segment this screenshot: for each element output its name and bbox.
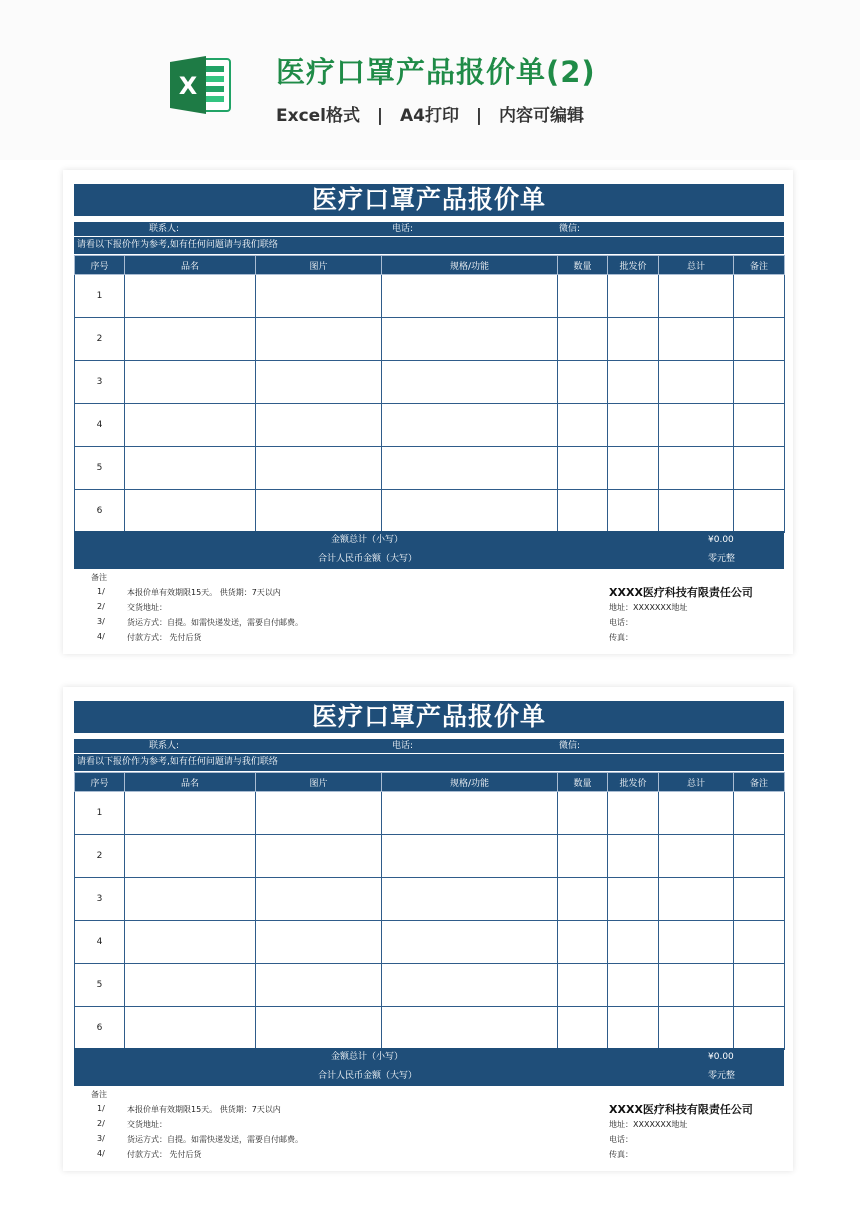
table-cell[interactable] [125, 275, 256, 318]
table-cell[interactable] [256, 964, 382, 1007]
table-cell[interactable] [256, 490, 382, 533]
row-number-cell[interactable]: 5 [75, 964, 125, 1007]
quote-sheet-2 [63, 687, 793, 1171]
table-cell[interactable] [659, 964, 734, 1007]
total-big-value: 零元整 [708, 554, 736, 564]
table-cell[interactable] [734, 792, 785, 835]
table-cell[interactable] [608, 318, 659, 361]
wechat-label: 微信: [559, 224, 581, 234]
tag-a4: A4打印 [400, 106, 460, 126]
col-header: 图片 [256, 256, 382, 275]
col-header: 品名 [125, 256, 256, 275]
table-cell[interactable] [382, 835, 558, 878]
table-header [75, 256, 785, 275]
contact-label: 联系人: [149, 224, 180, 234]
row-number-cell[interactable]: 3 [75, 878, 125, 921]
table-cell[interactable] [256, 404, 382, 447]
row-number-cell[interactable]: 4 [75, 921, 125, 964]
sheet-footer [74, 570, 784, 650]
table-cell[interactable] [734, 275, 785, 318]
col-header: 规格/功能 [382, 256, 558, 275]
table-cell[interactable] [256, 361, 382, 404]
table-cell[interactable] [659, 792, 734, 835]
remark-num: 2/ [97, 602, 105, 611]
col-header: 总计 [659, 256, 734, 275]
total-big-label: 合计人民币金额（大写） [318, 554, 418, 564]
sheet-title: 医疗口罩产品报价单 [74, 701, 784, 733]
row-number-cell[interactable]: 2 [75, 835, 125, 878]
table-cell[interactable] [256, 318, 382, 361]
table-cell[interactable] [608, 835, 659, 878]
table-cell[interactable] [558, 835, 608, 878]
table-cell[interactable] [558, 792, 608, 835]
remark-text: 付款方式： 先付后货 [127, 633, 202, 642]
table-row [75, 921, 785, 964]
table-row [75, 361, 785, 404]
table-cell[interactable] [608, 275, 659, 318]
note-text: 请看以下报价作为参考,如有任何问题请与我们联络 [77, 240, 278, 250]
table-cell[interactable] [125, 490, 256, 533]
col-header: 图片 [256, 773, 382, 792]
table-row [75, 835, 785, 878]
remark-text: 货运方式：自提。如需快递发送，需要自付邮费。 [127, 618, 303, 627]
table-cell[interactable] [125, 792, 256, 835]
table-cell[interactable] [608, 964, 659, 1007]
table-cell[interactable] [558, 1007, 608, 1050]
table-cell[interactable] [659, 1007, 734, 1050]
table-row [75, 318, 785, 361]
table-cell[interactable] [382, 921, 558, 964]
table-cell[interactable] [734, 878, 785, 921]
table-row [75, 1007, 785, 1050]
table-cell[interactable] [734, 921, 785, 964]
table-row [75, 404, 785, 447]
tag-editable: 内容可编辑 [499, 106, 585, 126]
table-cell[interactable] [125, 404, 256, 447]
table-row [75, 447, 785, 490]
total-small-value: ¥0.00 [708, 535, 734, 545]
total-big-row [74, 1067, 784, 1086]
col-header: 批发价 [608, 773, 659, 792]
remark-num: 2/ [97, 1119, 105, 1128]
table-cell[interactable] [734, 490, 785, 533]
table-cell[interactable] [558, 447, 608, 490]
col-header: 序号 [75, 773, 125, 792]
total-big-row [74, 550, 784, 569]
remark-text: 本报价单有效期限15天。 供货期：7天以内 [127, 588, 281, 597]
table-cell[interactable] [256, 792, 382, 835]
company-phone: 电话： [609, 1135, 633, 1144]
remark-text: 交货地址： [127, 603, 167, 612]
page-title: 医疗口罩产品报价单(2) [276, 55, 596, 89]
wechat-label: 微信: [559, 741, 581, 751]
table-cell[interactable] [382, 792, 558, 835]
table-cell[interactable] [382, 878, 558, 921]
table-cell[interactable] [659, 921, 734, 964]
table-cell[interactable] [382, 490, 558, 533]
table-cell[interactable] [256, 921, 382, 964]
row-number-cell[interactable]: 6 [75, 1007, 125, 1050]
table-cell[interactable] [558, 361, 608, 404]
table-cell[interactable] [659, 878, 734, 921]
table-cell[interactable] [382, 318, 558, 361]
table-cell[interactable] [558, 490, 608, 533]
table-cell[interactable] [659, 404, 734, 447]
total-small-row [74, 531, 784, 550]
col-header: 序号 [75, 256, 125, 275]
company-fax: 传真： [609, 1150, 633, 1159]
quote-sheet-1 [63, 170, 793, 654]
table-cell[interactable] [125, 878, 256, 921]
table-cell[interactable] [608, 447, 659, 490]
table-cell[interactable] [125, 318, 256, 361]
table-cell[interactable] [734, 404, 785, 447]
company-phone: 电话： [609, 618, 633, 627]
table-cell[interactable] [382, 361, 558, 404]
table-cell[interactable] [382, 964, 558, 1007]
table-cell[interactable] [608, 792, 659, 835]
remark-num: 4/ [97, 1149, 105, 1158]
table-cell[interactable] [659, 835, 734, 878]
table-cell[interactable] [125, 447, 256, 490]
table-cell[interactable] [558, 964, 608, 1007]
table-cell[interactable] [734, 361, 785, 404]
table-cell[interactable] [608, 490, 659, 533]
remark-text: 本报价单有效期限15天。 供货期：7天以内 [127, 1105, 281, 1114]
table-cell[interactable] [608, 361, 659, 404]
table-cell[interactable] [382, 1007, 558, 1050]
table-cell[interactable] [558, 404, 608, 447]
table-cell[interactable] [125, 964, 256, 1007]
table-cell[interactable] [734, 964, 785, 1007]
table-cell[interactable] [608, 404, 659, 447]
col-header: 批发价 [608, 256, 659, 275]
sheet-title: 医疗口罩产品报价单 [74, 184, 784, 216]
phone-label: 电话: [392, 224, 414, 234]
remark-text: 付款方式： 先付后货 [127, 1150, 202, 1159]
col-header: 总计 [659, 773, 734, 792]
table-cell[interactable] [256, 1007, 382, 1050]
table-cell[interactable] [734, 318, 785, 361]
total-small-label: 金额总计（小写） [331, 535, 404, 545]
row-number-cell[interactable]: 5 [75, 447, 125, 490]
company-fax: 传真： [609, 633, 633, 642]
table-cell[interactable] [125, 361, 256, 404]
total-big-label: 合计人民币金额（大写） [318, 1071, 418, 1081]
table-header [75, 773, 785, 792]
svg-text:X: X [178, 72, 198, 100]
table-cell[interactable] [659, 275, 734, 318]
row-number-cell[interactable]: 1 [75, 275, 125, 318]
contact-label: 联系人: [149, 741, 180, 751]
format-tags [276, 101, 584, 126]
table-cell[interactable] [558, 921, 608, 964]
table-cell[interactable] [125, 1007, 256, 1050]
note-row [74, 754, 784, 771]
page-header [0, 0, 860, 160]
table-cell[interactable] [659, 361, 734, 404]
note-row [74, 237, 784, 254]
remark-text: 交货地址： [127, 1120, 167, 1129]
contact-row [74, 739, 784, 753]
table-cell[interactable] [125, 921, 256, 964]
remarks-label: 备注 [91, 1090, 107, 1099]
total-big-value: 零元整 [708, 1071, 736, 1081]
remarks-label: 备注 [91, 573, 107, 582]
table-cell[interactable] [734, 447, 785, 490]
sheet-footer [74, 1087, 784, 1167]
quote-table [74, 255, 785, 533]
table-cell[interactable] [608, 1007, 659, 1050]
remark-num: 3/ [97, 617, 105, 626]
tag-excel: Excel格式 [276, 106, 361, 126]
table-cell[interactable] [734, 835, 785, 878]
col-header: 品名 [125, 773, 256, 792]
col-header: 数量 [558, 256, 608, 275]
total-small-label: 金额总计（小写） [331, 1052, 404, 1062]
remark-num: 1/ [97, 587, 105, 596]
col-header: 备注 [734, 773, 785, 792]
col-header: 规格/功能 [382, 773, 558, 792]
table-cell[interactable] [558, 318, 608, 361]
table-cell[interactable] [608, 921, 659, 964]
table-row [75, 490, 785, 533]
table-row [75, 964, 785, 1007]
total-small-value: ¥0.00 [708, 1052, 734, 1062]
remark-num: 4/ [97, 632, 105, 641]
row-number-cell[interactable]: 2 [75, 318, 125, 361]
table-cell[interactable] [382, 404, 558, 447]
table-cell[interactable] [659, 490, 734, 533]
table-cell[interactable] [256, 275, 382, 318]
table-cell[interactable] [558, 275, 608, 318]
col-header: 数量 [558, 773, 608, 792]
total-small-row [74, 1048, 784, 1067]
tag-separator: | [475, 106, 483, 126]
row-number-cell[interactable]: 4 [75, 404, 125, 447]
tag-separator: | [376, 106, 384, 126]
table-cell[interactable] [256, 878, 382, 921]
table-cell[interactable] [256, 447, 382, 490]
company-address: 地址：XXXXXXX地址 [609, 603, 688, 612]
table-row [75, 275, 785, 318]
remark-num: 1/ [97, 1104, 105, 1113]
quote-table [74, 772, 785, 1050]
row-number-cell[interactable]: 6 [75, 490, 125, 533]
table-cell[interactable] [734, 1007, 785, 1050]
remark-num: 3/ [97, 1134, 105, 1143]
row-number-cell[interactable]: 1 [75, 792, 125, 835]
remark-text: 货运方式：自提。如需快递发送，需要自付邮费。 [127, 1135, 303, 1144]
excel-icon [168, 52, 234, 118]
company-address: 地址：XXXXXXX地址 [609, 1120, 688, 1129]
table-cell[interactable] [558, 878, 608, 921]
table-cell[interactable] [608, 878, 659, 921]
contact-row [74, 222, 784, 236]
table-cell[interactable] [125, 835, 256, 878]
table-cell[interactable] [659, 318, 734, 361]
note-text: 请看以下报价作为参考,如有任何问题请与我们联络 [77, 757, 278, 767]
company-name: XXXX医疗科技有限责任公司 [609, 1103, 753, 1116]
table-row [75, 792, 785, 835]
table-cell[interactable] [256, 835, 382, 878]
table-cell[interactable] [659, 447, 734, 490]
col-header: 备注 [734, 256, 785, 275]
table-row [75, 878, 785, 921]
phone-label: 电话: [392, 741, 414, 751]
table-cell[interactable] [382, 447, 558, 490]
company-name: XXXX医疗科技有限责任公司 [609, 586, 753, 599]
table-cell[interactable] [382, 275, 558, 318]
row-number-cell[interactable]: 3 [75, 361, 125, 404]
